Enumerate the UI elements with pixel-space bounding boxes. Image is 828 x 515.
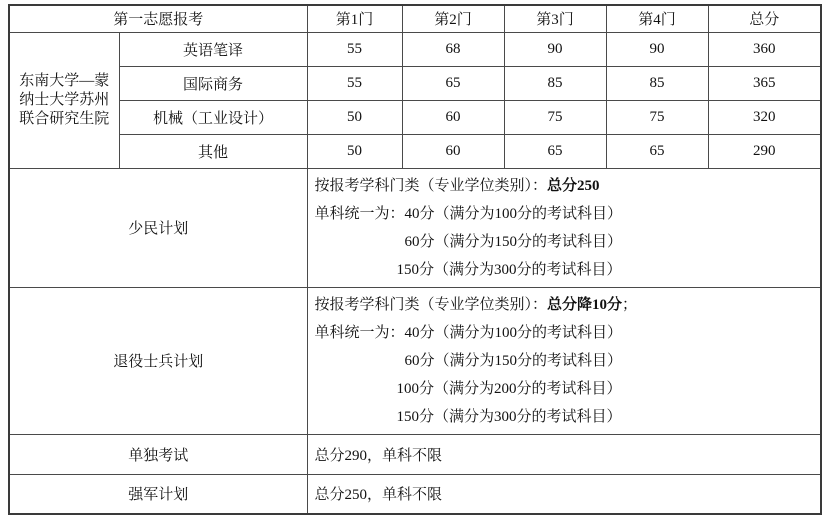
table-row-mechanical-design	[9, 100, 821, 134]
table-header-row	[9, 5, 821, 32]
score-cell: 65	[606, 134, 708, 168]
header-total: 总分	[708, 5, 821, 32]
table-row-military-plan	[9, 474, 821, 514]
score-cell: 68	[402, 32, 504, 66]
score-cell-total: 360	[708, 32, 821, 66]
score-cell: 60	[402, 100, 504, 134]
plan-content-line: 按报考学科门类（专业学位类别）：总分250	[314, 177, 600, 194]
table-row-others	[9, 134, 821, 168]
plan-name: 单独考试	[9, 434, 307, 474]
admission-score-table	[8, 4, 822, 515]
plan-content-line: 60分（满分为150分的考试科目）	[404, 352, 623, 369]
plan-content-cell	[307, 287, 821, 434]
program-name: 机械（工业设计）	[119, 100, 307, 134]
plan-content-line: 150分（满分为300分的考试科目）	[396, 261, 622, 278]
score-cell: 90	[606, 32, 708, 66]
plan-content-line: 单科统一为：40分（满分为100分的考试科目）	[314, 324, 623, 341]
header-subject-4: 第4门	[606, 5, 708, 32]
plan-content-cell: 总分250，单科不限	[307, 474, 821, 514]
score-cell: 50	[307, 100, 402, 134]
header-subject-1: 第1门	[307, 5, 402, 32]
score-cell: 65	[402, 66, 504, 100]
score-cell: 85	[606, 66, 708, 100]
score-cell-total: 290	[708, 134, 821, 168]
table-row-minority-plan	[9, 168, 821, 287]
plan-content-line: 60分（满分为150分的考试科目）	[404, 233, 623, 250]
score-cell: 60	[402, 134, 504, 168]
score-cell: 55	[307, 66, 402, 100]
score-cell: 75	[606, 100, 708, 134]
plan-content-cell	[307, 168, 821, 287]
score-cell: 85	[504, 66, 606, 100]
university-name-line: 纳士大学苏州	[19, 91, 110, 108]
header-subject-2: 第2门	[402, 5, 504, 32]
score-cell: 65	[504, 134, 606, 168]
score-cell: 50	[307, 134, 402, 168]
plan-content-line: 150分（满分为300分的考试科目）	[396, 408, 622, 425]
plan-name: 少民计划	[9, 168, 307, 287]
table-row-english-translation	[9, 32, 821, 66]
plan-content-line: 单科统一为：40分（满分为100分的考试科目）	[314, 205, 623, 222]
program-name: 国际商务	[119, 66, 307, 100]
university-name-line: 联合研究生院	[19, 110, 110, 127]
program-name: 英语笔译	[119, 32, 307, 66]
header-subject-3: 第3门	[504, 5, 606, 32]
table-row-retired-soldier-plan	[9, 287, 821, 434]
table-row-international-business	[9, 66, 821, 100]
program-name: 其他	[119, 134, 307, 168]
plan-content-cell: 总分290，单科不限	[307, 434, 821, 474]
plan-name: 强军计划	[9, 474, 307, 514]
score-cell-total: 365	[708, 66, 821, 100]
plan-content-line: 100分（满分为200分的考试科目）	[396, 380, 622, 397]
university-name-line: 东南大学—蒙	[19, 72, 110, 89]
score-cell: 90	[504, 32, 606, 66]
score-cell: 75	[504, 100, 606, 134]
university-name-cell	[9, 32, 119, 168]
plan-content-line: 按报考学科门类（专业学位类别）：总分降10分；	[314, 296, 638, 313]
table-row-separate-exam	[9, 434, 821, 474]
header-first-choice: 第一志愿报考	[9, 5, 307, 32]
plan-name: 退役士兵计划	[9, 287, 307, 434]
score-cell-total: 320	[708, 100, 821, 134]
score-cell: 55	[307, 32, 402, 66]
